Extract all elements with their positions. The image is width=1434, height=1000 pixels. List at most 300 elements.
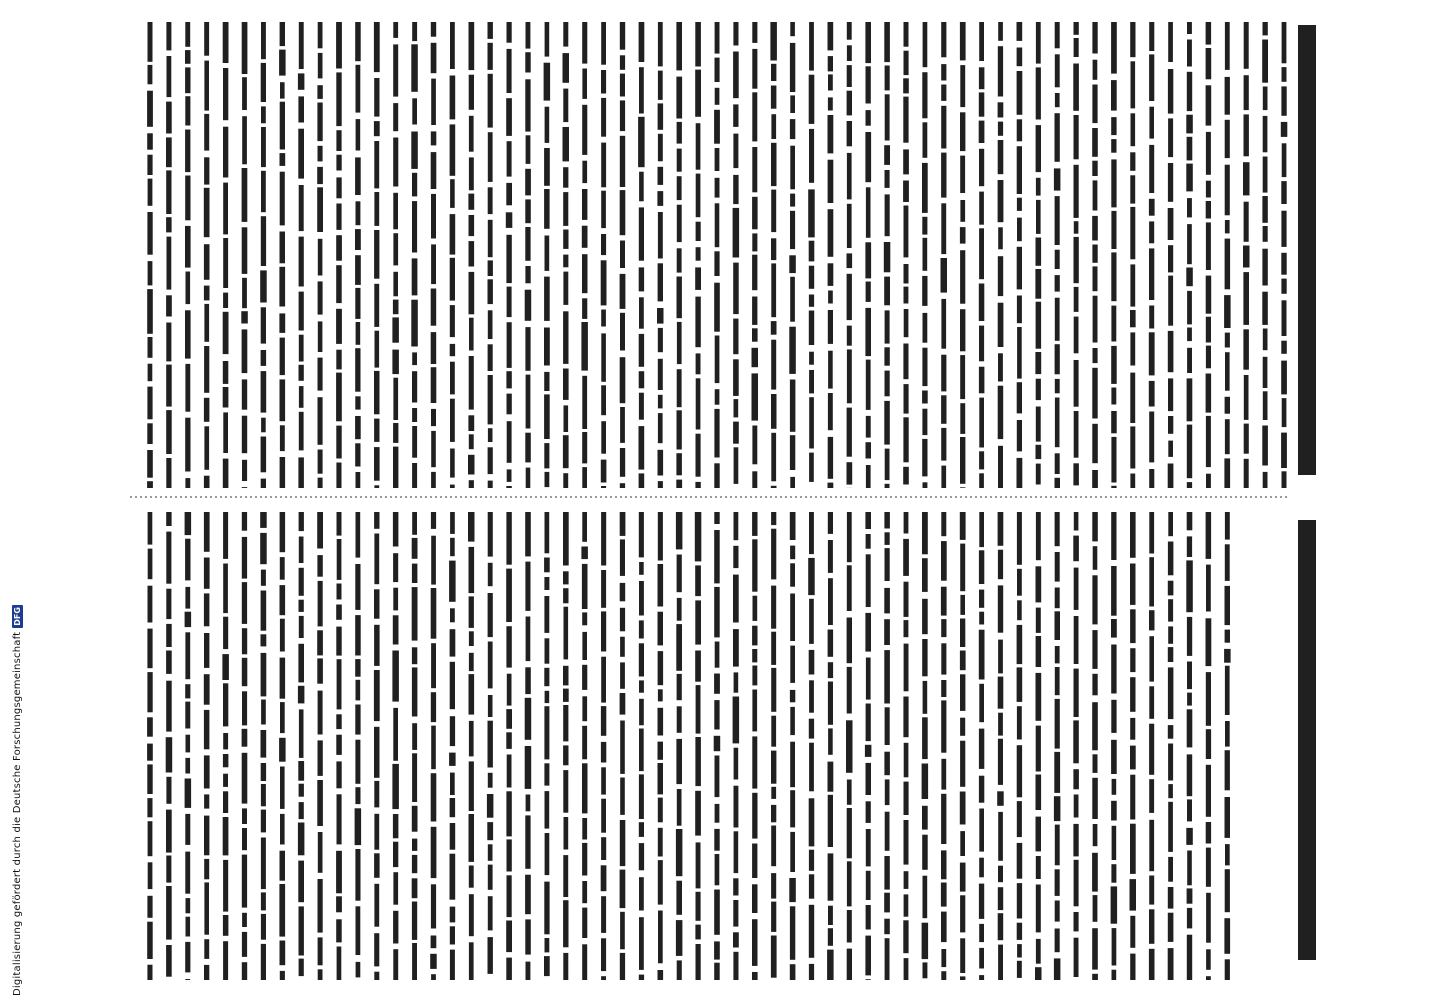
text-line-fragment (545, 22, 550, 57)
text-line-fragment (507, 469, 512, 482)
text-line-fragment (941, 794, 946, 844)
text-line-fragment (525, 52, 530, 72)
text-line-fragment (1111, 139, 1116, 153)
text-line-fragment (677, 122, 682, 144)
text-line-fragment (1187, 888, 1193, 903)
text-line-fragment (223, 754, 229, 767)
text-line-fragment (337, 947, 342, 981)
text-line-fragment (1206, 132, 1211, 175)
page-header-strip (1298, 25, 1316, 475)
text-line-fragment (1036, 608, 1041, 633)
text-line-fragment (1036, 939, 1041, 964)
text-line-fragment (336, 155, 341, 171)
text-line-fragment (1092, 22, 1097, 54)
text-line-fragment (261, 63, 266, 102)
text-line-fragment (223, 293, 228, 308)
text-line-fragment (507, 421, 512, 463)
text-line-fragment (147, 289, 153, 334)
text-line-fragment (676, 453, 682, 475)
text-line-fragment (1149, 306, 1154, 329)
text-line-fragment (828, 728, 833, 754)
text-line-fragment (261, 216, 266, 266)
text-line-fragment (166, 102, 172, 134)
text-line-fragment (469, 215, 475, 236)
text-line-fragment (866, 704, 871, 742)
text-line-fragment (884, 401, 890, 445)
text-line-fragment (488, 593, 493, 637)
text-line-fragment (318, 22, 323, 48)
text-line-fragment (468, 415, 474, 431)
text-line-fragment (620, 512, 626, 536)
text-line-fragment (1055, 825, 1060, 866)
text-line-fragment (960, 156, 965, 193)
text-line-fragment (808, 558, 815, 595)
text-line-fragment (148, 862, 153, 889)
text-line-fragment (1074, 512, 1079, 531)
text-line-fragment (620, 407, 625, 443)
text-line-fragment (752, 348, 759, 367)
text-line-fragment (847, 618, 852, 664)
text-line-fragment (1036, 200, 1041, 234)
text-line-fragment (1281, 279, 1286, 294)
text-line-fragment (790, 435, 795, 470)
text-line-fragment (1243, 162, 1250, 195)
text-line-fragment (355, 229, 361, 250)
text-line-fragment (1055, 588, 1060, 609)
text-line-fragment (676, 739, 682, 784)
text-line-fragment (960, 65, 965, 107)
text-line-fragment (1017, 923, 1022, 940)
text-line-fragment (1017, 706, 1022, 739)
text-line-fragment (337, 659, 342, 709)
text-line-fragment (261, 350, 267, 366)
text-line-fragment (185, 632, 190, 679)
text-line-fragment (431, 431, 436, 467)
text-line-fragment (677, 248, 682, 272)
text-line-fragment (317, 103, 322, 142)
text-line-fragment (847, 462, 853, 484)
text-line-fragment (412, 98, 417, 124)
text-line-fragment (1282, 22, 1287, 63)
text-line-fragment (828, 906, 833, 925)
text-line-fragment (336, 265, 342, 303)
text-line-fragment (1093, 546, 1098, 570)
text-line-fragment (412, 806, 418, 832)
text-line-fragment (620, 74, 625, 97)
text-line-fragment (374, 371, 380, 414)
text-line-fragment (582, 298, 587, 319)
text-line-fragment (1225, 630, 1230, 643)
text-line-fragment (847, 204, 852, 248)
text-line-fragment (695, 512, 702, 561)
text-line-fragment (468, 455, 475, 475)
text-line-fragment (166, 651, 172, 674)
text-line-fragment (620, 583, 626, 601)
text-line-fragment (1111, 740, 1117, 774)
text-line-fragment (828, 512, 833, 534)
text-line-fragment (1206, 765, 1211, 817)
text-line-fragment (639, 917, 644, 970)
text-line-fragment (525, 512, 531, 556)
text-line-fragment (147, 212, 152, 255)
text-line-fragment (1055, 379, 1060, 393)
text-line-fragment (998, 140, 1004, 174)
text-line-fragment (866, 416, 871, 438)
text-line-fragment (1225, 797, 1231, 838)
text-line-fragment (355, 255, 361, 285)
text-line-fragment (866, 282, 871, 302)
text-line-fragment (1187, 799, 1192, 821)
text-line-fragment (658, 481, 663, 488)
text-line-fragment (261, 944, 266, 980)
text-line-fragment (242, 582, 247, 624)
text-line-fragment (1130, 746, 1136, 770)
text-line-fragment (658, 564, 664, 607)
text-line-fragment (734, 748, 739, 780)
text-line-fragment (223, 22, 229, 63)
text-line-fragment (752, 884, 758, 913)
text-line-fragment (1074, 115, 1079, 159)
text-line-fragment (356, 512, 361, 558)
text-line-fragment (355, 849, 360, 901)
text-line-fragment (450, 399, 455, 442)
text-line-fragment (582, 467, 587, 488)
text-line-fragment (1224, 295, 1231, 328)
text-line-fragment (1111, 886, 1118, 923)
text-line-fragment (770, 22, 777, 61)
text-line-fragment (318, 969, 323, 980)
text-line-fragment (1206, 201, 1211, 219)
text-line-fragment (298, 686, 305, 704)
text-line-fragment (1093, 348, 1098, 363)
text-line-fragment (318, 239, 323, 276)
text-line-fragment (715, 88, 720, 105)
text-line-fragment (1186, 828, 1193, 845)
text-line-fragment (1263, 226, 1268, 242)
text-line-fragment (582, 763, 588, 813)
text-line-fragment (639, 680, 644, 692)
text-line-fragment (374, 512, 379, 529)
text-line-fragment (582, 944, 587, 980)
text-line-fragment (601, 767, 606, 794)
text-line-fragment (847, 153, 852, 200)
text-line-fragment (1074, 221, 1079, 234)
text-line-fragment (242, 828, 247, 850)
text-line-fragment (979, 512, 984, 547)
text-line-fragment (1149, 221, 1154, 243)
text-line-fragment (450, 662, 455, 709)
text-line-fragment (544, 706, 549, 759)
text-line-fragment (847, 565, 852, 611)
text-line-fragment (355, 396, 360, 409)
text-line-fragment (1112, 779, 1117, 795)
text-line-fragment (450, 798, 456, 817)
text-line-fragment (336, 204, 341, 230)
text-line-fragment (1206, 729, 1211, 759)
text-line-fragment (318, 937, 323, 965)
text-line-fragment (752, 471, 757, 488)
text-line-fragment (356, 322, 361, 345)
text-line-fragment (658, 970, 664, 980)
text-line-fragment (544, 328, 550, 366)
text-line-fragment (752, 197, 758, 230)
text-line-fragment (393, 911, 398, 944)
text-line-fragment (563, 53, 570, 83)
text-line-fragment (998, 640, 1003, 674)
text-line-fragment (469, 942, 474, 980)
text-line-fragment (866, 534, 871, 549)
text-line-fragment (487, 794, 494, 818)
text-line-fragment (488, 481, 493, 488)
text-line-fragment (318, 581, 323, 627)
text-line-fragment (393, 272, 398, 297)
text-line-fragment (148, 549, 153, 580)
text-line-fragment (412, 201, 417, 252)
text-line-fragment (563, 855, 568, 897)
text-line-fragment (279, 313, 285, 333)
text-line-fragment (904, 894, 909, 916)
text-line-fragment (903, 539, 909, 576)
text-line-fragment (1036, 22, 1041, 64)
text-line-fragment (922, 72, 927, 118)
text-line-fragment (1017, 745, 1022, 797)
text-line-fragment (998, 913, 1004, 940)
text-line-fragment (280, 585, 286, 615)
text-line-fragment (431, 512, 436, 529)
text-line-fragment (450, 258, 455, 301)
text-line-fragment (1224, 918, 1230, 954)
text-line-fragment (1036, 673, 1042, 721)
text-line-fragment (1017, 48, 1023, 67)
text-line-fragment (601, 460, 607, 483)
text-line-fragment (582, 69, 587, 99)
text-line-fragment (1073, 720, 1079, 763)
text-line-fragment (601, 98, 606, 137)
text-line-fragment (1130, 332, 1135, 365)
text-line-fragment (242, 116, 247, 164)
text-line-fragment (1168, 667, 1174, 719)
text-line-fragment (488, 260, 493, 276)
text-line-fragment (431, 244, 436, 284)
text-line-fragment (601, 512, 606, 566)
text-line-fragment (979, 975, 984, 980)
text-line-fragment (336, 22, 342, 69)
text-line-fragment (639, 207, 644, 260)
text-line-fragment (828, 762, 834, 792)
text-line-fragment (923, 876, 928, 919)
text-line-fragment (298, 761, 304, 781)
text-line-fragment (488, 695, 493, 717)
text-line-fragment (790, 707, 795, 735)
text-line-fragment (507, 322, 512, 368)
text-line-fragment (752, 92, 757, 141)
text-line-fragment (564, 607, 569, 660)
text-line-fragment (1092, 853, 1098, 892)
text-line-fragment (601, 976, 606, 980)
text-line-fragment (1282, 398, 1287, 427)
text-line-fragment (582, 376, 587, 429)
text-line-fragment (771, 826, 776, 867)
text-line-fragment (261, 171, 266, 212)
text-line-fragment (1074, 287, 1079, 312)
text-line-fragment (828, 853, 834, 900)
text-line-fragment (1168, 599, 1173, 621)
text-line-fragment (223, 860, 228, 912)
text-line-fragment (393, 423, 398, 443)
text-line-fragment (412, 855, 417, 873)
text-line-fragment (998, 446, 1003, 488)
text-line-fragment (166, 365, 172, 407)
text-line-fragment (809, 850, 814, 871)
text-line-fragment (847, 65, 852, 87)
text-line-fragment (677, 555, 682, 593)
text-line-fragment (280, 851, 286, 881)
text-line-fragment (1055, 113, 1060, 162)
text-line-fragment (450, 179, 455, 208)
text-line-fragment (677, 176, 682, 200)
text-line-fragment (1168, 416, 1173, 434)
text-line-fragment (1206, 618, 1212, 666)
text-line-fragment (734, 447, 739, 484)
text-line-fragment (374, 814, 379, 850)
text-line-fragment (374, 589, 380, 618)
text-line-fragment (658, 828, 663, 857)
text-line-fragment (1168, 331, 1174, 372)
text-line-fragment (1036, 125, 1041, 172)
text-line-fragment (601, 22, 606, 65)
text-line-fragment (204, 188, 210, 237)
text-line-fragment (903, 181, 909, 203)
text-line-fragment (148, 261, 153, 285)
text-line-fragment (1055, 699, 1060, 749)
text-line-fragment (1130, 474, 1135, 489)
text-line-fragment (1054, 958, 1061, 980)
text-line-fragment (790, 964, 796, 980)
text-line-fragment (1149, 469, 1154, 488)
text-line-fragment (261, 838, 266, 890)
text-line-fragment (223, 791, 228, 813)
text-line-fragment (601, 70, 606, 94)
text-line-fragment (355, 157, 361, 195)
text-line-fragment (1111, 117, 1116, 135)
text-line-fragment (941, 22, 946, 57)
text-line-fragment (223, 564, 228, 614)
text-line-fragment (1074, 912, 1079, 931)
text-line-fragment (563, 900, 568, 947)
text-line-fragment (790, 22, 795, 36)
text-line-fragment (488, 279, 493, 304)
text-line-fragment (1281, 361, 1287, 395)
text-line-fragment (166, 777, 171, 804)
text-line-fragment (979, 884, 984, 919)
text-line-fragment (431, 588, 437, 639)
text-line-fragment (1206, 48, 1212, 79)
text-line-fragment (923, 122, 928, 158)
text-line-fragment (941, 700, 946, 752)
text-line-fragment (979, 776, 984, 803)
text-line-fragment (185, 612, 192, 627)
text-line-fragment (1055, 453, 1060, 474)
text-line-fragment (1036, 302, 1042, 349)
text-line-fragment (1036, 775, 1042, 811)
text-line-fragment (1054, 752, 1060, 793)
text-line-fragment (1263, 472, 1268, 488)
text-line-fragment (393, 193, 398, 230)
text-line-fragment (261, 307, 266, 343)
text-line-fragment (1036, 178, 1041, 196)
text-line-fragment (563, 369, 569, 400)
text-line-fragment (752, 844, 757, 879)
text-line-fragment (166, 22, 171, 50)
text-line-fragment (563, 127, 570, 161)
text-line-fragment (450, 485, 455, 488)
text-line-fragment (715, 336, 720, 384)
text-line-fragment (771, 86, 777, 109)
text-line-fragment (828, 437, 833, 479)
text-line-fragment (582, 726, 587, 760)
text-line-fragment (526, 795, 531, 812)
text-line-fragment (223, 683, 228, 726)
text-line-fragment (563, 22, 568, 47)
text-line-fragment (979, 684, 984, 722)
text-line-fragment (242, 691, 247, 725)
text-line-fragment (1168, 163, 1173, 202)
text-line-fragment (1055, 667, 1060, 695)
text-line-fragment (1111, 252, 1116, 301)
text-line-fragment (1073, 64, 1079, 111)
text-line-fragment (563, 745, 568, 765)
text-line-fragment (960, 831, 965, 856)
text-line-fragment (1074, 38, 1079, 57)
text-line-fragment (714, 251, 719, 276)
text-line-fragment (186, 917, 191, 937)
text-line-fragment (1017, 218, 1022, 242)
text-line-fragment (1149, 332, 1155, 375)
text-line-fragment (1111, 486, 1116, 488)
text-line-fragment (469, 721, 474, 757)
text-line-fragment (620, 778, 625, 815)
text-line-fragment (960, 200, 965, 222)
text-line-fragment (885, 707, 890, 745)
text-line-fragment (696, 247, 701, 261)
text-line-fragment (1074, 22, 1079, 35)
text-line-fragment (1111, 22, 1117, 74)
text-line-fragment (601, 333, 606, 381)
text-line-fragment (318, 879, 323, 933)
text-line-fragment (904, 782, 909, 815)
text-line-fragment (336, 130, 341, 151)
text-line-fragment (922, 558, 928, 592)
text-line-fragment (866, 66, 871, 103)
text-line-fragment (904, 582, 909, 617)
text-line-fragment (185, 478, 190, 488)
text-line-fragment (1017, 71, 1023, 115)
text-line-fragment (847, 91, 852, 116)
text-line-fragment (658, 612, 664, 646)
text-line-fragment (299, 512, 304, 531)
text-line-fragment (1282, 143, 1287, 177)
text-line-fragment (204, 558, 210, 589)
text-line-fragment (1262, 426, 1268, 466)
text-line-fragment (488, 310, 493, 339)
text-line-fragment (941, 949, 946, 967)
text-line-fragment (1206, 512, 1212, 559)
text-line-fragment (884, 145, 890, 165)
text-line-fragment (166, 323, 171, 362)
text-line-fragment (960, 250, 965, 304)
text-line-fragment (998, 22, 1003, 41)
text-line-fragment (695, 737, 701, 786)
